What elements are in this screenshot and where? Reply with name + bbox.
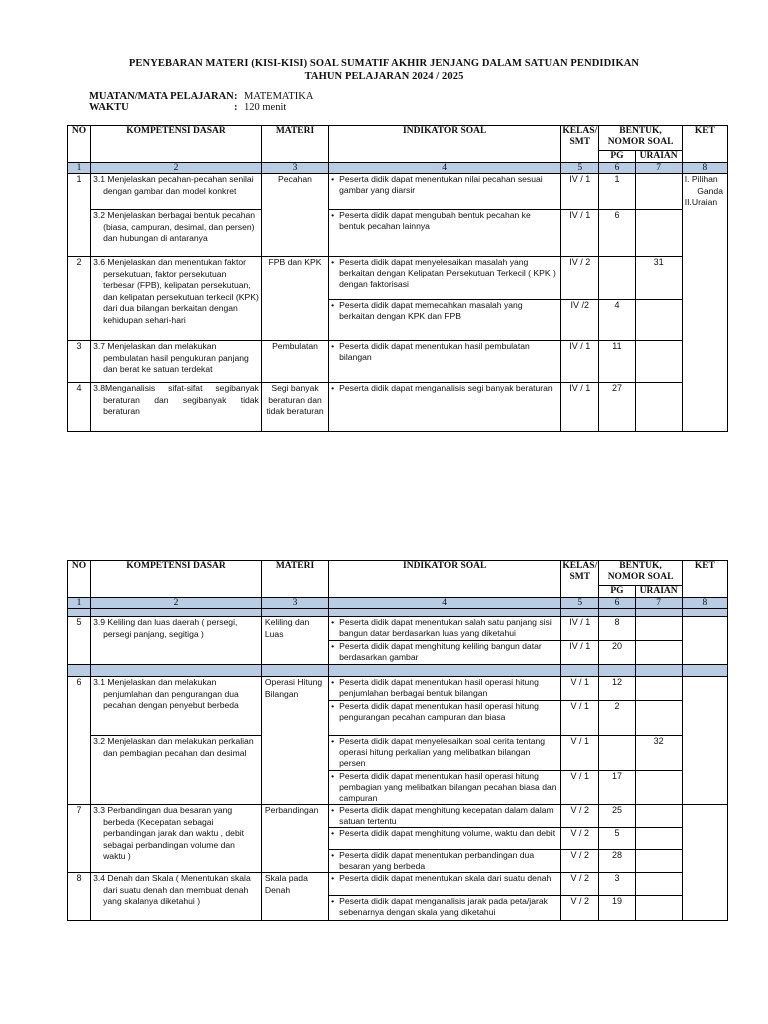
- indikator-text: • Peserta didik dapat menentukan salah satu panjang sisi bangun datar berdasarkan luas yang diketahui: [329, 617, 560, 639]
- keterangan: [682, 677, 727, 805]
- col-number: 6: [599, 163, 635, 174]
- kd-text: 3.8Menganalisis sifat-sifat segibanyak beraturan dan segibanyak tidak beraturan: [93, 383, 259, 416]
- indikator: [329, 873, 561, 896]
- subject-value: MATEMATIKA: [244, 91, 314, 102]
- col-uraian-header: URAIAN: [635, 151, 682, 163]
- indikator-text: • Peserta didik dapat menentukan skala dari suatu denah: [329, 873, 560, 884]
- uraian-number: [635, 701, 682, 736]
- keterangan: [682, 617, 727, 665]
- pg-number: 3: [599, 873, 635, 896]
- uraian-number: [635, 641, 682, 665]
- kelas-smt: IV /2: [561, 300, 599, 341]
- col-ket-header: KET: [682, 561, 727, 598]
- pg-number: 17: [599, 771, 635, 805]
- kd-text: 3.2 Menjelaskan dan melakukan perkalian dan pembagian pecahan dan desimal: [93, 736, 254, 758]
- col-kd-header: KOMPETENSI DASAR: [91, 126, 262, 163]
- kompetensi-dasar: [91, 383, 262, 432]
- uraian-number: [635, 805, 682, 828]
- indikator: [329, 701, 561, 736]
- row-number: 6: [68, 677, 91, 805]
- col-kelas-line2: SMT: [569, 572, 591, 582]
- keterangan: [682, 174, 727, 432]
- indikator: [329, 677, 561, 701]
- table-row: [68, 617, 728, 641]
- kompetensi-dasar: [91, 736, 262, 805]
- table-row: [68, 873, 728, 896]
- separator-row: [68, 665, 728, 677]
- uraian-number: 31: [635, 257, 682, 300]
- col-number: 8: [682, 163, 727, 174]
- indikator: [329, 210, 561, 257]
- subject-line: [89, 91, 313, 102]
- indikator-text: • Peserta didik dapat menentukan hasil operasi hitung pembagian yang melibatkan bilangan pecahan biasa dan campuran: [329, 771, 560, 804]
- kisi-table-1: [67, 125, 728, 432]
- uraian-number: [635, 896, 682, 921]
- keterangan: [682, 805, 727, 921]
- kompetensi-dasar: [91, 174, 262, 210]
- pg-number: 1: [599, 174, 635, 210]
- col-number: 4: [329, 163, 561, 174]
- materi: Keliling dan Luas: [261, 617, 328, 665]
- kompetensi-dasar: [91, 805, 262, 873]
- uraian-number: [635, 300, 682, 341]
- uraian-number: [635, 341, 682, 383]
- col-number: 3: [261, 598, 328, 609]
- kompetensi-dasar: [91, 257, 262, 341]
- pg-number: 27: [599, 383, 635, 432]
- materi: Segi banyak beraturan dan tidak beraturan: [261, 383, 328, 432]
- uraian-number: [635, 828, 682, 850]
- ket-line: II.Uraian: [684, 197, 718, 207]
- col-materi-header: MATERI: [261, 126, 328, 163]
- kompetensi-dasar: [91, 210, 262, 257]
- indikator-text: • Peserta didik dapat menentukan hasil pembulatan bilangan: [329, 341, 560, 363]
- materi: Pecahan: [261, 174, 328, 257]
- kelas-smt: IV / 1: [561, 210, 599, 257]
- col-materi-header: MATERI: [261, 561, 328, 598]
- kelas-smt: V / 2: [561, 828, 599, 850]
- materi: FPB dan KPK: [261, 257, 328, 341]
- kd-text: 3.3 Perbandingan dua besaran yang berbeda (Kecepatan sebagai perbandingan jarak dan waktu , debit sebagai perbandingan volume dan waktu ): [93, 805, 245, 861]
- col-bentuk-header: [599, 126, 682, 151]
- table-row: [68, 736, 728, 771]
- row-number: 7: [68, 805, 91, 873]
- table-row: [68, 383, 728, 432]
- kelas-smt: V / 2: [561, 873, 599, 896]
- table-row: [68, 805, 728, 828]
- kd-text: 3.6 Menjelaskan dan menentukan faktor persekutuan, faktor persekutuan terbesar (FPB), kelipatan persekutuan, dan kelipatan persekutuan terkecil (KPK) dari dua bilangan berkaitan dengan kehidupan sehari-hari: [93, 257, 259, 325]
- separator-row: [68, 609, 728, 617]
- col-kelas-line1: KELAS/: [562, 561, 598, 571]
- col-number: 1: [68, 163, 91, 174]
- indikator-text: • Peserta didik dapat menghitung volume, waktu dan debit: [329, 828, 560, 839]
- indikator: [329, 617, 561, 641]
- indikator-text: • Peserta didik dapat menentukan hasil operasi hitung pengurangan pecahan campuran dan biasa: [329, 701, 560, 723]
- col-no-header: NO: [68, 126, 91, 163]
- table-row: [68, 257, 728, 300]
- materi: Operasi Hitung Bilangan: [261, 677, 328, 805]
- indikator: [329, 828, 561, 850]
- kd-text: 3.1 Menjelaskan pecahan-pecahan senilai dengan gambar dan model konkret: [93, 174, 254, 196]
- table-row: [68, 341, 728, 383]
- indikator: [329, 771, 561, 805]
- pg-number: 4: [599, 300, 635, 341]
- indikator: [329, 383, 561, 432]
- col-bentuk-line1: BENTUK,: [619, 561, 662, 571]
- pg-number: [599, 736, 635, 771]
- indikator: [329, 850, 561, 873]
- pg-number: 11: [599, 341, 635, 383]
- kelas-smt: IV / 1: [561, 617, 599, 641]
- indikator-text: • Peserta didik dapat menentukan perbandingan dua besaran yang berbeda: [329, 850, 560, 872]
- col-number: 3: [261, 163, 328, 174]
- kd-text: 3.1 Menjelaskan dan melakukan penjumlahan dan pengurangan dua pecahan dengan penyebut berbeda: [93, 677, 239, 710]
- kelas-smt: V / 2: [561, 805, 599, 828]
- kelas-smt: V / 1: [561, 701, 599, 736]
- row-number: 2: [68, 257, 91, 341]
- uraian-number: [635, 850, 682, 873]
- col-kelas-header: [561, 126, 599, 163]
- col-ket-header: KET: [682, 126, 727, 163]
- uraian-number: [635, 383, 682, 432]
- indikator: [329, 174, 561, 210]
- kd-text: 3.9 Keliling dan luas daerah ( persegi, persegi panjang, segitiga ): [93, 617, 238, 639]
- col-no-header: NO: [68, 561, 91, 598]
- kelas-smt: V / 1: [561, 736, 599, 771]
- indikator-text: • Peserta didik dapat menentukan hasil operasi hitung penjumlahan berbagai bentuk bilangan: [329, 677, 560, 699]
- uraian-number: [635, 677, 682, 701]
- col-number: 8: [682, 598, 727, 609]
- indikator: [329, 805, 561, 828]
- indikator-text: • Peserta didik dapat menyelesaikan masalah yang berkaitan dengan Kelipatan Persekutuan Terkecil ( KPK ) dengan faktorisasi: [329, 257, 560, 290]
- col-indikator-header: INDIKATOR SOAL: [329, 126, 561, 163]
- pg-number: 12: [599, 677, 635, 701]
- col-number: 5: [561, 163, 599, 174]
- col-number: 2: [91, 163, 262, 174]
- indikator-text: • Peserta didik dapat menghitung keliling bangun datar berdasarkan gambar: [329, 641, 560, 663]
- col-number: 1: [68, 598, 91, 609]
- time-value: 120 menit: [244, 102, 287, 113]
- indikator-text: • Peserta didik dapat menyelesaikan soal cerita tentang operasi hitung perkalian yang melibatkan bilangan persen: [329, 736, 560, 769]
- uraian-number: [635, 617, 682, 641]
- col-uraian-header: URAIAN: [635, 586, 682, 598]
- col-pg-header: PG: [599, 151, 635, 163]
- document-title: PENYEBARAN MATERI (KISI-KISI) SOAL SUMATIF AKHIR JENJANG DALAM SATUAN PENDIDIKAN: [128, 58, 640, 69]
- indikator: [329, 896, 561, 921]
- table-row: [68, 210, 728, 257]
- pg-number: 2: [599, 701, 635, 736]
- pg-number: 8: [599, 617, 635, 641]
- subject-label: MUATAN/MATA PELAJARAN: [89, 91, 234, 102]
- indikator: [329, 257, 561, 300]
- col-bentuk-header: [599, 561, 682, 586]
- indikator-text: • Peserta didik dapat menghitung kecepatan dalam dalam satuan tertentu: [329, 805, 560, 827]
- table-row: [68, 677, 728, 701]
- kompetensi-dasar: [91, 617, 262, 665]
- indikator-text: • Peserta didik dapat menganalisis segi banyak beraturan: [329, 383, 560, 394]
- indikator-text: • Peserta didik dapat menganalisis jarak pada peta/jarak sebenarnya dengan skala yang diketahui: [329, 896, 560, 918]
- subject-colon: :: [234, 91, 238, 102]
- indikator-text: • Peserta didik dapat mengubah bentuk pecahan ke bentuk pecahan lainnya: [329, 210, 560, 232]
- uraian-number: 32: [635, 736, 682, 771]
- pg-number: 25: [599, 805, 635, 828]
- materi: Pembulatan: [261, 341, 328, 383]
- col-kelas-line2: SMT: [569, 137, 591, 147]
- col-kelas-header: [561, 561, 599, 598]
- col-number: 5: [561, 598, 599, 609]
- kompetensi-dasar: [91, 341, 262, 383]
- kisi-table-2: [67, 560, 728, 921]
- time-colon: :: [234, 102, 238, 113]
- uraian-number: [635, 210, 682, 257]
- pg-number: [599, 257, 635, 300]
- indikator: [329, 736, 561, 771]
- col-number: 7: [635, 163, 682, 174]
- col-kelas-line1: KELAS/: [562, 126, 598, 136]
- indikator-text: • Peserta didik dapat memecahkan masalah yang berkaitan dengan KPK dan FPB: [329, 300, 560, 322]
- materi: Perbandingan: [261, 805, 328, 873]
- col-number: 7: [635, 598, 682, 609]
- kd-text: 3.7 Menjelaskan dan melakukan pembulatan hasil pengukuran panjang dan berat ke satuan terdekat: [93, 341, 249, 374]
- row-number: 3: [68, 341, 91, 383]
- col-kd-header: KOMPETENSI DASAR: [91, 561, 262, 598]
- row-number: 1: [68, 174, 91, 257]
- time-label: WAKTU: [89, 102, 129, 113]
- kelas-smt: V / 1: [561, 677, 599, 701]
- kelas-smt: V / 2: [561, 896, 599, 921]
- row-number: 5: [68, 617, 91, 665]
- document-subtitle: TAHUN PELAJARAN 2024 / 2025: [304, 71, 464, 82]
- table-row: [68, 174, 728, 210]
- pg-number: 5: [599, 828, 635, 850]
- kd-text: 3.4 Denah dan Skala ( Menentukan skala dari suatu denah dan membuat denah yang skalanya diketahui ): [93, 873, 251, 906]
- kd-text: 3.2 Menjelaskan berbagai bentuk pecahan (biasa, campuran, desimal, dan persen) dan hubungan di antaranya: [93, 210, 256, 243]
- ket-line: Ganda: [697, 185, 723, 196]
- indikator: [329, 300, 561, 341]
- ket-line: I. Pilihan: [684, 174, 718, 184]
- kompetensi-dasar: [91, 677, 262, 736]
- materi: Skala pada Denah: [261, 873, 328, 921]
- kompetensi-dasar: [91, 873, 262, 921]
- uraian-number: [635, 771, 682, 805]
- col-pg-header: PG: [599, 586, 635, 598]
- kelas-smt: IV / 1: [561, 641, 599, 665]
- uraian-number: [635, 873, 682, 896]
- col-bentuk-line1: BENTUK,: [619, 126, 662, 136]
- row-number: 8: [68, 873, 91, 921]
- col-number: 4: [329, 598, 561, 609]
- col-bentuk-line2: NOMOR SOAL: [607, 572, 674, 582]
- indikator: [329, 641, 561, 665]
- kelas-smt: V / 1: [561, 771, 599, 805]
- uraian-number: [635, 174, 682, 210]
- kelas-smt: IV / 1: [561, 383, 599, 432]
- col-number: 6: [599, 598, 635, 609]
- col-indikator-header: INDIKATOR SOAL: [329, 561, 561, 598]
- indikator-text: • Peserta didik dapat menentukan nilai pecahan sesuai gambar yang diarsir: [329, 174, 560, 196]
- pg-number: 19: [599, 896, 635, 921]
- col-number: 2: [91, 598, 262, 609]
- pg-number: 6: [599, 210, 635, 257]
- row-number: 4: [68, 383, 91, 432]
- indikator: [329, 341, 561, 383]
- pg-number: 28: [599, 850, 635, 873]
- col-bentuk-line2: NOMOR SOAL: [607, 137, 674, 147]
- kelas-smt: IV / 1: [561, 341, 599, 383]
- kelas-smt: IV / 2: [561, 257, 599, 300]
- kelas-smt: V / 2: [561, 850, 599, 873]
- kelas-smt: IV / 1: [561, 174, 599, 210]
- pg-number: 20: [599, 641, 635, 665]
- time-line: [89, 102, 286, 113]
